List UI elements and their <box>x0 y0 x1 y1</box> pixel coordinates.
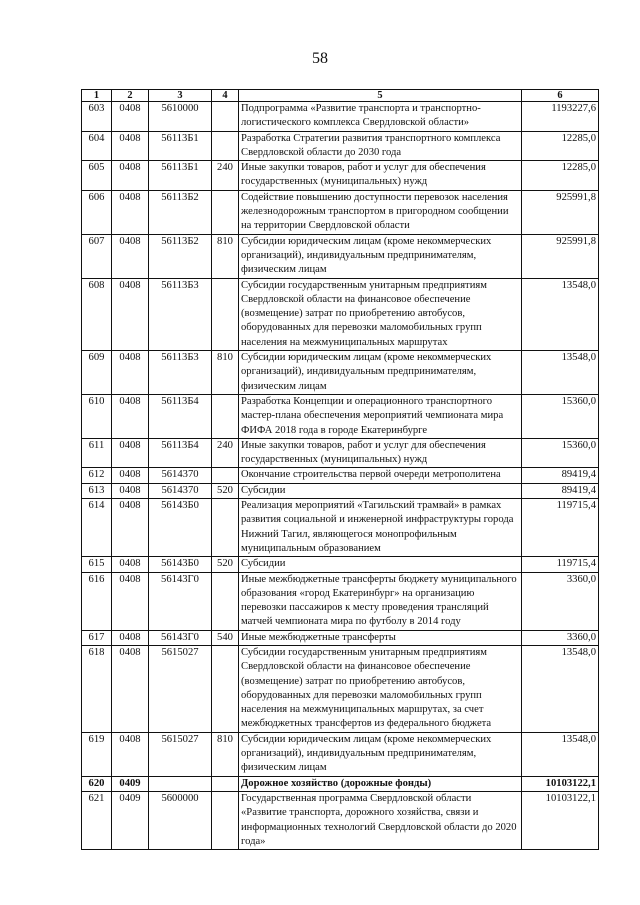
expense-type-code: 810 <box>212 732 239 776</box>
target-article-code: 56113Б2 <box>149 190 212 234</box>
amount: 12285,0 <box>522 131 599 161</box>
table-row <box>82 776 599 791</box>
section-code: 0408 <box>112 278 149 350</box>
row-number: 614 <box>82 499 112 557</box>
item-name: Субсидии государственным унитарным предприятиям Свердловской области на финансовое обеспечение (возмещение) затрат по приобретению автобусов, оборудованных для перевозки маломобильных групп населения на межмуниципальных маршрутах, за счет межбюджетных трансфертов из федерального бюджета <box>239 645 522 732</box>
header-row <box>82 90 599 102</box>
item-name: Подпрограмма «Развитие транспорта и транспортно-логистического комплекса Свердловской области» <box>239 102 522 132</box>
target-article-code: 5615027 <box>149 645 212 732</box>
col-header: 3 <box>149 90 212 102</box>
item-name: Реализация мероприятий «Тагильский трамвай» в рамках развития социальной и инженерной инфраструктуры города Нижний Тагил, являющегося монопрофильным муниципальным образованием <box>239 499 522 557</box>
item-name: Разработка Стратегии развития транспортного комплекса Свердловской области до 2030 года <box>239 131 522 161</box>
item-name: Субсидии <box>239 557 522 572</box>
amount: 10103122,1 <box>522 776 599 791</box>
expense-type-code <box>212 278 239 350</box>
amount: 89419,4 <box>522 483 599 498</box>
table-row <box>82 351 599 395</box>
amount: 13548,0 <box>522 351 599 395</box>
section-code: 0408 <box>112 161 149 191</box>
table-row <box>82 483 599 498</box>
item-name: Субсидии юридическим лицам (кроме некоммерческих организаций), индивидуальным предпринимателям, физическим лицам <box>239 351 522 395</box>
section-code: 0408 <box>112 732 149 776</box>
row-number: 607 <box>82 234 112 278</box>
section-code: 0408 <box>112 394 149 438</box>
item-name: Иные закупки товаров, работ и услуг для обеспечения государственных (муниципальных) нужд <box>239 161 522 191</box>
amount: 12285,0 <box>522 161 599 191</box>
target-article-code: 56113Б3 <box>149 278 212 350</box>
section-code: 0408 <box>112 572 149 630</box>
page-number: 58 <box>312 50 328 67</box>
item-name: Разработка Концепции и операционного транспортного мастер-плана обеспечения мероприятий чемпионата мира ФИФА 2018 года в городе Екатеринбурге <box>239 394 522 438</box>
amount: 13548,0 <box>522 645 599 732</box>
col-header: 6 <box>522 90 599 102</box>
row-number: 604 <box>82 131 112 161</box>
item-name: Субсидии <box>239 483 522 498</box>
section-code: 0408 <box>112 468 149 483</box>
expense-type-code: 240 <box>212 161 239 191</box>
amount: 13548,0 <box>522 278 599 350</box>
target-article-code: 56113Б4 <box>149 438 212 468</box>
target-article-code: 5610000 <box>149 102 212 132</box>
item-name: Иные межбюджетные трансферты <box>239 630 522 645</box>
target-article-code: 5615027 <box>149 732 212 776</box>
expense-type-code <box>212 499 239 557</box>
target-article-code: 56143Б0 <box>149 499 212 557</box>
expense-type-code: 810 <box>212 234 239 278</box>
row-number: 615 <box>82 557 112 572</box>
section-code: 0408 <box>112 351 149 395</box>
item-name: Государственная программа Свердловской области «Развитие транспорта, дорожного хозяйства, связи и информационных технологий Свердловской области до 2020 года» <box>239 791 522 849</box>
table-row <box>82 131 599 161</box>
row-number: 612 <box>82 468 112 483</box>
table-row <box>82 234 599 278</box>
col-header: 2 <box>112 90 149 102</box>
item-name: Субсидии государственным унитарным предприятиям Свердловской области на финансовое обеспечение (возмещение) затрат по приобретению автобусов, оборудованных для перевозки маломобильных групп населения на межмуниципальных маршрутах <box>239 278 522 350</box>
row-number: 613 <box>82 483 112 498</box>
target-article-code: 5614370 <box>149 483 212 498</box>
item-name: Дорожное хозяйство (дорожные фонды) <box>239 776 522 791</box>
section-code: 0408 <box>112 131 149 161</box>
amount: 3360,0 <box>522 630 599 645</box>
row-number: 617 <box>82 630 112 645</box>
amount: 89419,4 <box>522 468 599 483</box>
amount: 925991,8 <box>522 190 599 234</box>
section-code: 0408 <box>112 190 149 234</box>
row-number: 603 <box>82 102 112 132</box>
item-name: Субсидии юридическим лицам (кроме некоммерческих организаций), индивидуальным предпринимателям, физическим лицам <box>239 234 522 278</box>
section-code: 0408 <box>112 438 149 468</box>
row-number: 620 <box>82 776 112 791</box>
target-article-code: 56113Б1 <box>149 131 212 161</box>
target-article-code: 56113Б3 <box>149 351 212 395</box>
expense-type-code <box>212 102 239 132</box>
target-article-code: 5600000 <box>149 791 212 849</box>
amount: 13548,0 <box>522 732 599 776</box>
item-name: Содействие повышению доступности перевозок населения железнодорожным транспортом в пригородном сообщении на территории Свердловской области <box>239 190 522 234</box>
table-row <box>82 557 599 572</box>
target-article-code: 56143Б0 <box>149 557 212 572</box>
item-name: Иные межбюджетные трансферты бюджету муниципального образования «город Екатеринбург» на организацию перевозки пассажиров к месту проведения трансляций матчей чемпионата мира по футболу в 2014 году <box>239 572 522 630</box>
table-row <box>82 468 599 483</box>
amount: 10103122,1 <box>522 791 599 849</box>
target-article-code: 56113Б4 <box>149 394 212 438</box>
table-row <box>82 630 599 645</box>
expense-type-code: 520 <box>212 557 239 572</box>
table-body <box>82 102 599 850</box>
row-number: 618 <box>82 645 112 732</box>
section-code: 0408 <box>112 645 149 732</box>
row-number: 616 <box>82 572 112 630</box>
table-row <box>82 438 599 468</box>
table-row <box>82 572 599 630</box>
row-number: 611 <box>82 438 112 468</box>
row-number: 621 <box>82 791 112 849</box>
table-row <box>82 102 599 132</box>
amount: 15360,0 <box>522 394 599 438</box>
item-name: Субсидии юридическим лицам (кроме некоммерческих организаций), индивидуальным предпринимателям, физическим лицам <box>239 732 522 776</box>
expense-type-code: 540 <box>212 630 239 645</box>
section-code: 0408 <box>112 557 149 572</box>
table-row <box>82 645 599 732</box>
amount: 1193227,6 <box>522 102 599 132</box>
row-number: 619 <box>82 732 112 776</box>
section-code: 0409 <box>112 776 149 791</box>
expense-type-code <box>212 394 239 438</box>
section-code: 0408 <box>112 234 149 278</box>
table-row <box>82 394 599 438</box>
section-code: 0409 <box>112 791 149 849</box>
expense-type-code <box>212 131 239 161</box>
expense-type-code: 810 <box>212 351 239 395</box>
expense-type-code <box>212 468 239 483</box>
amount: 925991,8 <box>522 234 599 278</box>
section-code: 0408 <box>112 499 149 557</box>
row-number: 610 <box>82 394 112 438</box>
table-row <box>82 161 599 191</box>
target-article-code: 5614370 <box>149 468 212 483</box>
section-code: 0408 <box>112 102 149 132</box>
expense-type-code: 240 <box>212 438 239 468</box>
amount: 119715,4 <box>522 557 599 572</box>
col-header: 1 <box>82 90 112 102</box>
row-number: 605 <box>82 161 112 191</box>
row-number: 608 <box>82 278 112 350</box>
table-row <box>82 278 599 350</box>
row-number: 606 <box>82 190 112 234</box>
section-code: 0408 <box>112 630 149 645</box>
expense-type-code: 520 <box>212 483 239 498</box>
target-article-code: 56113Б1 <box>149 161 212 191</box>
col-header: 5 <box>239 90 522 102</box>
table-row <box>82 499 599 557</box>
amount: 119715,4 <box>522 499 599 557</box>
expense-type-code <box>212 645 239 732</box>
item-name: Иные закупки товаров, работ и услуг для обеспечения государственных (муниципальных) нужд <box>239 438 522 468</box>
target-article-code: 56143Г0 <box>149 630 212 645</box>
table-row <box>82 190 599 234</box>
item-name: Окончание строительства первой очереди метрополитена <box>239 468 522 483</box>
budget-table <box>81 89 599 850</box>
expense-type-code <box>212 572 239 630</box>
target-article-code: 56113Б2 <box>149 234 212 278</box>
table-row <box>82 732 599 776</box>
row-number: 609 <box>82 351 112 395</box>
section-code: 0408 <box>112 483 149 498</box>
target-article-code: 56143Г0 <box>149 572 212 630</box>
amount: 15360,0 <box>522 438 599 468</box>
target-article-code <box>149 776 212 791</box>
expense-type-code <box>212 791 239 849</box>
expense-type-code <box>212 776 239 791</box>
expense-type-code <box>212 190 239 234</box>
amount: 3360,0 <box>522 572 599 630</box>
table-row <box>82 791 599 849</box>
col-header: 4 <box>212 90 239 102</box>
